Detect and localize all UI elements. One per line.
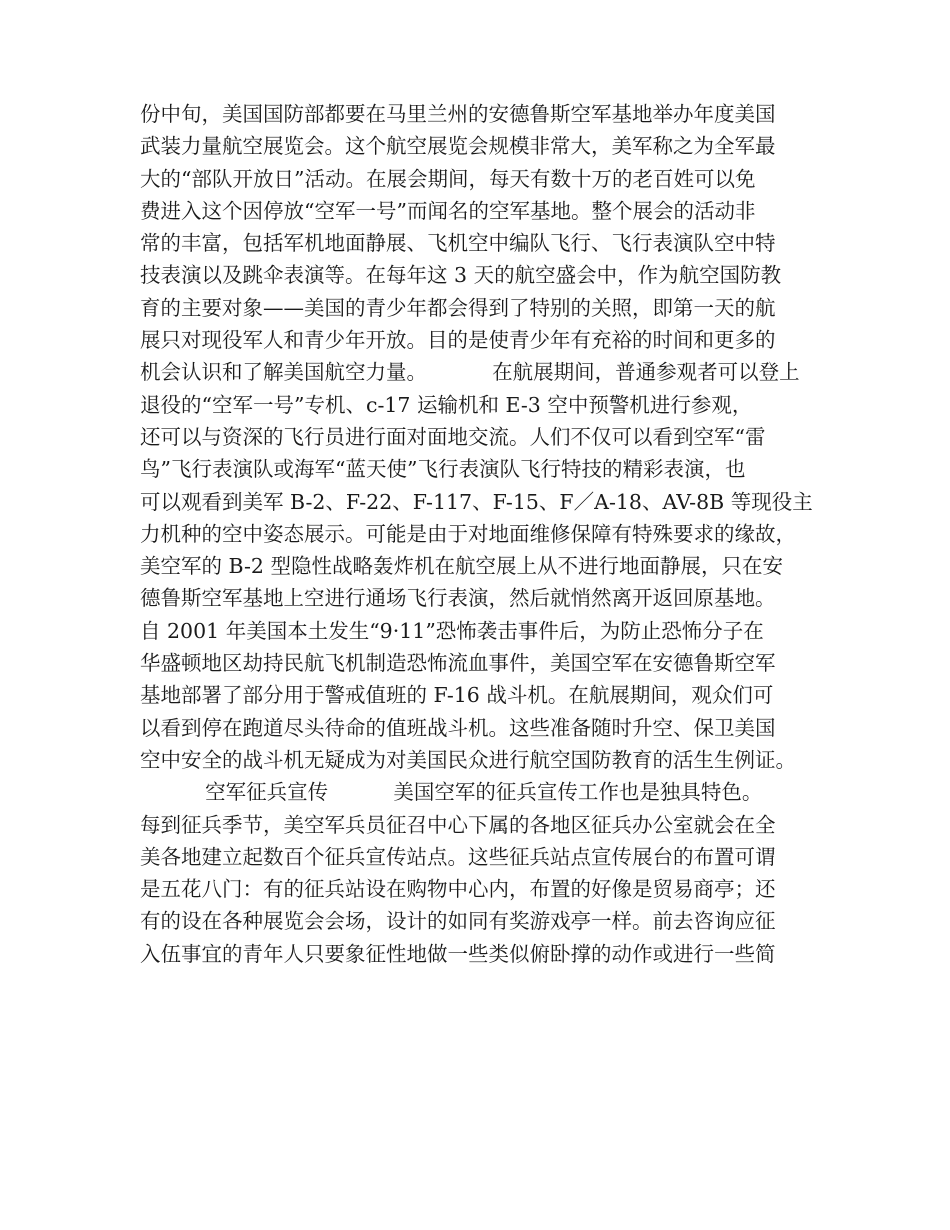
text-line: 机会认识和了解美国航空力量。 在航展期间，普通参观者可以登上 bbox=[140, 360, 800, 385]
text-line: 华盛顿地区劫持民航飞机制造恐怖流血事件，美国空军在安德鲁斯空军 bbox=[140, 651, 776, 676]
text-line: 是五花八门：有的征兵站设在购物中心内，布置的好像是贸易商亭；还 bbox=[140, 877, 776, 902]
text-line: 武装力量航空展览会。这个航空展览会规模非常大，美军称之为全军最 bbox=[140, 134, 776, 159]
text-line: 育的主要对象——美国的青少年都会得到了特别的关照，即第一天的航 bbox=[140, 295, 776, 320]
body-text bbox=[140, 98, 830, 970]
text-line: 美各地建立起数百个征兵宣传站点。这些征兵站点宣传展台的布置可谓 bbox=[140, 844, 776, 869]
text-line: 自 2001 年美国本土发生“9·11”恐怖袭击事件后，为防止恐怖分子在 bbox=[140, 618, 764, 643]
text-line: 入伍事宜的青年人只要象征性地做一些类似俯卧撑的动作或进行一些简 bbox=[140, 941, 776, 966]
text-line: 份中旬，美国国防部都要在马里兰州的安德鲁斯空军基地举办年度美国 bbox=[140, 102, 776, 126]
text-line: 力机种的空中姿态展示。可能是由于对地面维修保障有特殊要求的缘故， bbox=[140, 521, 796, 546]
text-line: 美空军的 B-2 型隐性战略轰炸机在航空展上从不进行地面静展，只在安 bbox=[140, 554, 783, 579]
text-line: 还可以与资深的飞行员进行面对面地交流。人们不仅可以看到空军“雷 bbox=[140, 424, 766, 449]
text-line: 常的丰富，包括军机地面静展、飞机空中编队飞行、飞行表演队空中特 bbox=[140, 231, 776, 256]
text-line: 以看到停在跑道尽头待命的值班战斗机。这些准备随时升空、保卫美国 bbox=[140, 715, 776, 740]
text-line: 鸟”飞行表演队或海军“蓝天使”飞行表演队飞行特技的精彩表演，也 bbox=[140, 457, 746, 482]
text-line: 技表演以及跳伞表演等。在每年这 3 天的航空盛会中，作为航空国防教 bbox=[140, 263, 782, 288]
text-line: 每到征兵季节，美空军兵员征召中心下属的各地区征兵办公室就会在全 bbox=[140, 812, 776, 837]
section-heading-line: 空军征兵宣传 美国空军的征兵宣传工作也是独具特色。 bbox=[140, 780, 763, 805]
text-line: 费进入这个因停放“空军一号”而闻名的空军基地。整个展会的活动非 bbox=[140, 198, 756, 223]
text-line: 有的设在各种展览会会场，设计的如同有奖游戏亭一样。前去咨询应征 bbox=[140, 909, 776, 934]
text-line: 退役的“空军一号”专机、c-17 运输机和 E-3 空中预警机进行参观， bbox=[140, 392, 753, 417]
text-line: 基地部署了部分用于警戒值班的 F-16 战斗机。在航展期间，观众们可 bbox=[140, 683, 774, 708]
text-line: 大的“部队开放日”活动。在展会期间，每天有数十万的老百姓可以免 bbox=[140, 166, 756, 191]
text-line: 德鲁斯空军基地上空进行通场飞行表演，然后就悄然离开返回原基地。 bbox=[140, 586, 776, 611]
text-line: 空中安全的战斗机无疑成为对美国民众进行航空国防教育的活生生例证。 bbox=[140, 747, 796, 772]
text-line: 可以观看到美军 B-2、F-22、F-117、F-15、F／A-18、AV-8B 等现役主 bbox=[140, 489, 813, 514]
text-line: 展只对现役军人和青少年开放。目的是使青少年有充裕的时间和更多的 bbox=[140, 328, 776, 353]
